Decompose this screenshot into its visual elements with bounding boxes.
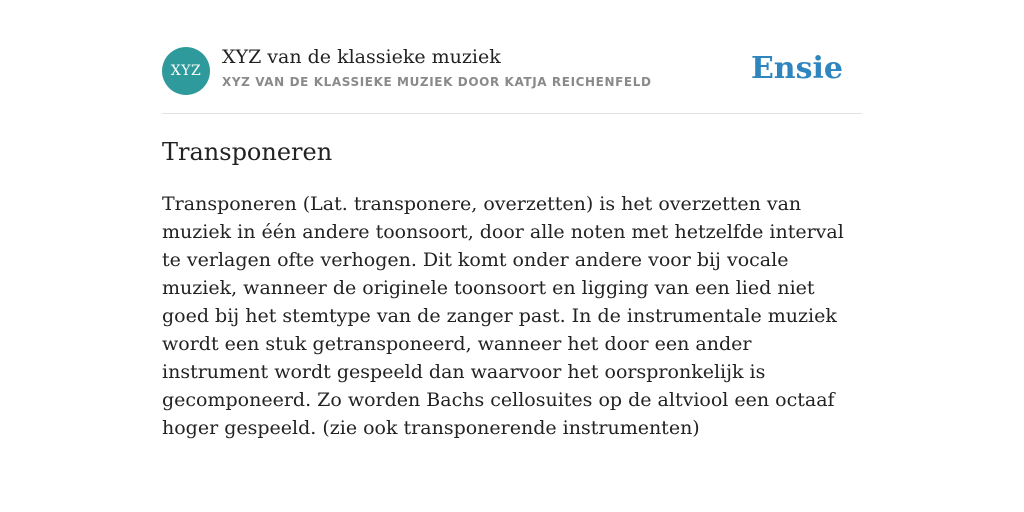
entry-definition: Transponeren (Lat. transponere, overzetten) is het overzetten van muziek in één andere toonsoort, door alle noten met hetzelfde interval te verlagen ofte verhogen. Dit komt onder andere voor bij vocale muziek, wanneer de originele toonsoort en ligging van een lied niet goed bij het stemtype van de zanger past. In de instrumentale muziek wordt een stuk getransponeerd, wanneer het door een ander instrument wordt gespeeld dan waarvoor het oorspronkelijk is gecomponeerd. Zo worden Bachs cellosuites op de altviool een octaaf hoger gespeeld. (zie ook transponerende instrumenten) <box>162 193 844 439</box>
book-avatar[interactable]: XYZ <box>162 47 210 95</box>
brand-logo[interactable]: Ensie <box>750 51 843 86</box>
book-subtitle: XYZ VAN DE KLASSIEKE MUZIEK DOOR KATJA REICHENFELD <box>222 75 652 89</box>
book-title[interactable]: XYZ van de klassieke muziek <box>222 46 501 68</box>
header <box>162 0 862 114</box>
entry-term: Transponeren <box>162 138 333 166</box>
entry-card <box>162 0 862 439</box>
